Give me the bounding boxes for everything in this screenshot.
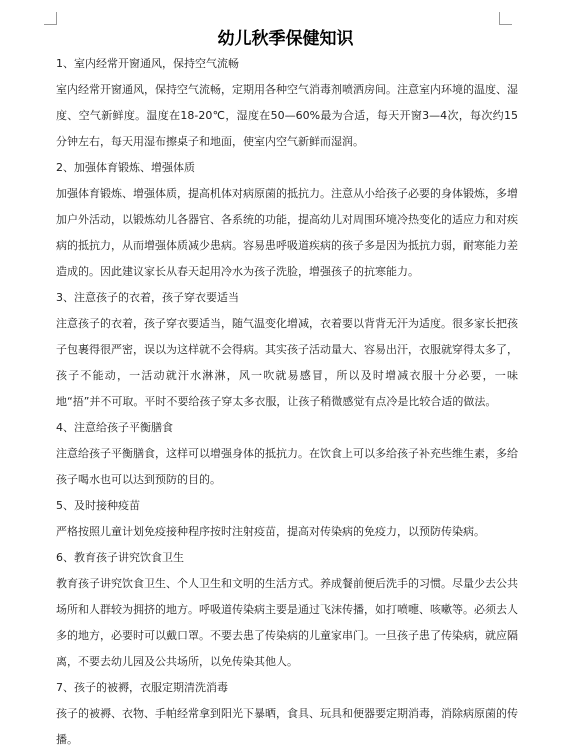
section-heading-3: 3、注意孩子的衣着，孩子穿衣要适当 [56,291,239,304]
section-heading-4: 4、注意给孩子平衡膳食 [56,421,173,434]
section-paragraph-5: 严格按照儿童计划免疫接种程序按时注射疫苗，提高对传染病的免疫力，以预防传染病。 [56,525,485,538]
document-title: 幼儿秋季保健知识 [217,29,354,49]
section-paragraph-1: 室内经常开窗通风，保持空气流畅，定期用各种空气消毒剂喷洒房间。注意室内环境的温度、湿度、空气新鲜度。温度在18-20℃，湿度在50—60%最为合适，每天开窗3—4次，每次约15分钟左右，每天用湿布擦桌子和地面，使室内空气新鲜而湿润。 [56,83,518,148]
section-paragraph-6: 教育孩子讲究饮食卫生、个人卫生和文明的生活方式。养成餐前便后洗手的习惯。尽量少去公共场所和人群较为拥挤的地方。呼吸道传染病主要是通过飞沫传播，如打喷嚏、咳嗽等。必须去人多的地方，必要时可以戴口罩。不要去患了传染病的儿童家串门。一旦孩子患了传染病，就应隔离，不要去幼儿园及公共场所，以免传染其他人。 [56,577,518,668]
section-paragraph-7: 孩子的被褥、衣物、手帕经常拿到阳光下暴晒，食具、玩具和便器要定期消毒，消除病原菌的传播。 [56,707,518,746]
page-corner-mark-right [499,12,512,25]
section-heading-2: 2、加强体育锻炼、增强体质 [56,161,195,174]
section-paragraph-3: 注意孩子的衣着，孩子穿衣要适当，随气温变化增减，衣着要以背背无汗为适度。很多家长把孩子包裹得很严密，误以为这样就不会得病。其实孩子活动量大、容易出汗，衣服就穿得太多了，孩子不能动，一活动就汗水淋淋，风一吹就易感冒，所以及时增减衣服十分必要，一味地“捂”并不可取。平时不要给孩子穿太多衣服，让孩子稍微感觉有点冷是比较合适的做法。 [56,317,518,408]
section-heading-6: 6、教育孩子讲究饮食卫生 [56,551,184,564]
section-heading-5: 5、及时接种疫苗 [56,499,140,512]
section-heading-1: 1、室内经常开窗通风，保持空气流畅 [56,57,239,70]
section-heading-7: 7、孩子的被褥，衣服定期清洗消毒 [56,681,228,694]
page-corner-mark-left [44,12,57,25]
section-paragraph-4: 注意给孩子平衡膳食，这样可以增强身体的抵抗力。在饮食上可以多给孩子补充些维生素，多给孩子喝水也可以达到预防的目的。 [56,447,518,486]
section-paragraph-2: 加强体育锻炼、增强体质，提高机体对病原菌的抵抗力。注意从小给孩子必要的身体锻炼，多增加户外活动，以锻炼幼儿各器官、各系统的功能，提高幼儿对周围环境冷热变化的适应力和对疾病的抵抗力，从而增强体质减少患病。容易患呼吸道疾病的孩子多是因为抵抗力弱，耐寒能力差造成的。因此建议家长从春天起用冷水为孩子洗脸，增强孩子的抗寒能力。 [56,187,518,278]
document-body [56,51,518,753]
